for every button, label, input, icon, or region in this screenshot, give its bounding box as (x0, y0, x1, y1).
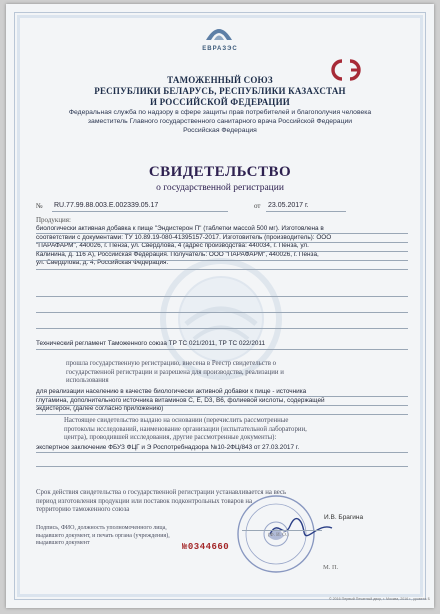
product-label: Продукция: (36, 216, 71, 224)
validity-statement (36, 489, 408, 515)
header-republics: РЕСПУБЛИКИ БЕЛАРУСЬ, РЕСПУБЛИКИ КАЗАХСТАН (94, 86, 346, 96)
certificate-page (6, 4, 434, 608)
number-label: № (36, 202, 43, 210)
product-underline (36, 251, 408, 252)
page-subtitle: о государственной регистрации (156, 183, 284, 193)
usage-underline (36, 405, 408, 406)
validity-line: Срок действия свидетельства о государственной регистрации устанавливается на весь (36, 489, 287, 496)
header-union: ТАМОЖЕННЫЙ СОЮЗ (167, 75, 273, 85)
signatory-name: И.В. Брагина (324, 514, 364, 521)
certificate-number: RU.77.99.88.003.Е.002339.05.17 (54, 202, 159, 209)
authority-line-1: Федеральная служба по надзору в сфере защиты прав потребителей и благополучия человека (68, 109, 372, 116)
authority-line-2: заместитель Главного государственного санитарного врача Российской Федерации (87, 118, 353, 125)
blank-underline (36, 296, 408, 297)
conformity-underline (36, 349, 408, 350)
statement-line: прошла государственную регистрацию, внесена в Реестр свидетельств о (66, 360, 277, 367)
usage-line: для реализации населению в качестве биологически активной добавки к пище - источника (36, 388, 307, 395)
product-underline (36, 269, 408, 270)
usage-line: экдистерон, (далее согласно приложению) (36, 405, 164, 413)
signature-underline (242, 530, 322, 531)
product-underline (36, 242, 408, 243)
statement-line: использования (66, 377, 109, 385)
date-underline (266, 211, 346, 212)
signatory-caption: (Ф. И. О.) (268, 533, 289, 538)
seal-place-label: М. П. (323, 564, 339, 571)
usage-description (36, 388, 408, 414)
product-line: Калинина, д. 116 А), Российская Федерация. Получатель: ООО "ПАРАФАРМ", 440026, г. Пенза, (36, 250, 319, 258)
product-line: соответствии с документами: ТУ 10.89.19-080-41395157-2017. Изготовитель (производитель): ООО (36, 233, 332, 241)
usage-line: глутамина, дополнительного источника витаминов С, Е, D3, B6, фолиевой кислоты, содержащей (36, 396, 325, 404)
blank-underline (36, 312, 408, 313)
ce-mark-text: СЭ (328, 58, 330, 59)
number-underline (52, 211, 228, 212)
statement-line: государственной регистрации и разрешена для производства, реализации и (66, 368, 284, 376)
registration-statement (66, 360, 406, 386)
emblem-label: ЕВРАЗЭС (202, 46, 238, 52)
blank-underline (36, 328, 408, 329)
product-line: ул. Свердлова, д. 4, Российская Федерация. (36, 259, 169, 267)
product-line: биологически активная добавка к пище "Эндистерон П" (таблетки массой 500 мг). Изготовлена в (36, 225, 324, 232)
usage-underline (36, 414, 408, 415)
header-federation: И РОССИЙСКОЙ ФЕДЕРАЦИИ (149, 97, 291, 107)
eurasec-emblem-icon (202, 14, 236, 48)
product-underline (36, 233, 408, 234)
validity-line: период изготовления продукции или поставок подконтрольных товаров на (36, 497, 253, 505)
authority-line-3: Российская Федерация (183, 127, 257, 134)
page-title: СВИДЕТЕЛЬСТВО (148, 164, 292, 180)
basis-line: протоколы исследований, наименование организации (испытательной лаборатории, (64, 425, 307, 433)
product-underline (36, 260, 408, 261)
product-description (36, 225, 408, 268)
conformity-regulation: Технический регламент Таможенного союза ТР ТС 021/2011, ТР ТС 022/2011 (36, 340, 266, 347)
date-label: от (254, 202, 261, 210)
blank-underline (36, 466, 408, 467)
validity-line: территорию таможенного союза (36, 506, 130, 514)
caption-line: выдавшего документ (36, 540, 90, 547)
printer-footer: © 2016 Первый Печатный двор, г. Москва, 2016 г., уровень Б (329, 597, 430, 601)
basis-line: Настоящее свидетельство выдано на основании (перечислить рассмотренные (64, 417, 289, 424)
certificate-date: 23.05.2017 г. (268, 202, 309, 209)
blank-serial-number: №0344660 (182, 542, 230, 552)
usage-underline (36, 396, 408, 397)
basis-statement (64, 417, 408, 443)
caption-line: Подпись, ФИО, должность уполномоченного лица, (36, 525, 167, 531)
product-line: "ПАРАФАРМ", 440026, г. Пенза, ул. Свердлова, 4 (адрес производства: 440034, г. Пенза, ул. (36, 242, 309, 250)
expert-conclusion: экспертное заключение ФБУЗ ФЦГ и Э Роспотребнадзора №10-2ФЦ/843 от 27.03.2017 г. (36, 444, 300, 451)
basis-underline (36, 452, 408, 453)
caption-line: выдавшего документ, и печать органа (учреждения), (36, 532, 170, 539)
basis-line: центра), проводившей исследования, другие рассмотренные документы): (64, 434, 277, 442)
